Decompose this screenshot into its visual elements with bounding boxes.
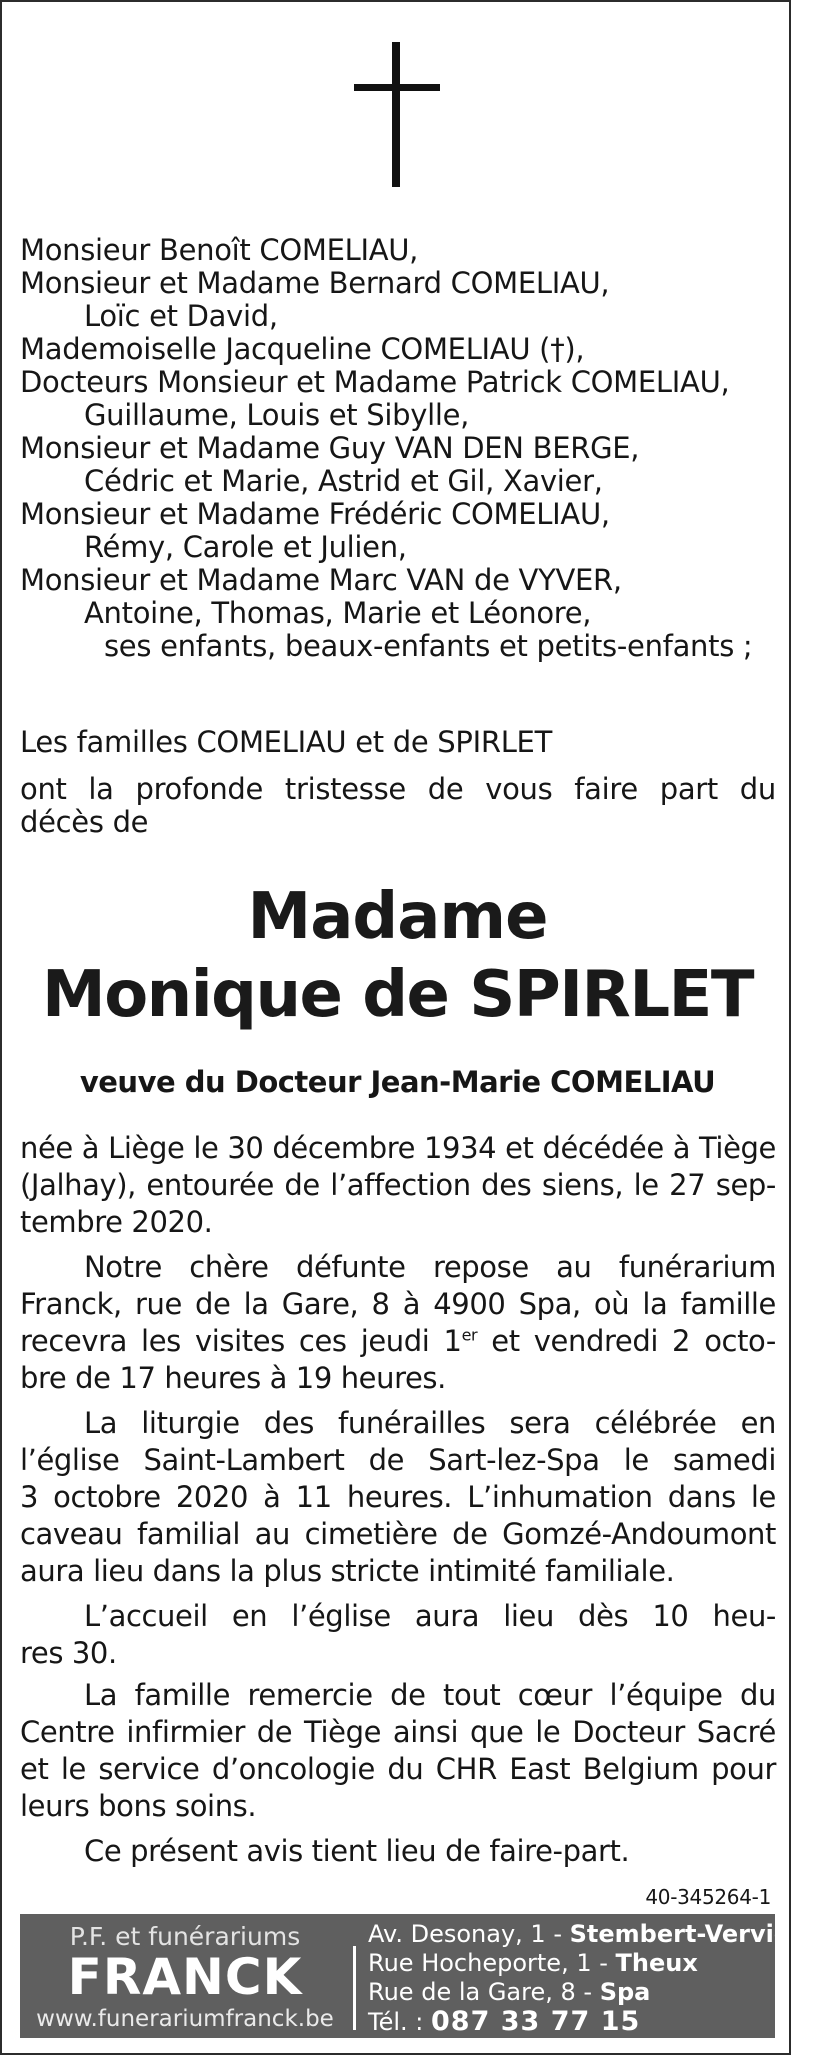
text-line: Notre chère défunte repose au funérarium — [84, 1250, 776, 1284]
address-line — [368, 1920, 816, 1949]
family-list — [20, 234, 780, 663]
text-line: Centre infirmier de Tiège ainsi que le Docteur Sacré — [20, 1715, 776, 1749]
address-text: Rue de la Gare, 8 - — [368, 1978, 600, 2006]
announce-line: décès de — [20, 805, 149, 839]
paragraph-birth — [20, 1130, 776, 1241]
divider — [353, 1946, 356, 2030]
phone-line — [368, 2007, 778, 2037]
cross-icon — [354, 42, 440, 187]
text-line: La liturgie des funérailles sera célébrée en — [84, 1406, 776, 1440]
text-line: La famille remercie de tout cœur l’équipe du — [84, 1678, 776, 1712]
paragraph-liturgy — [20, 1405, 776, 1590]
family-line: Monsieur et Madame Marc VAN de VYVER, — [20, 563, 622, 597]
family-line: Docteurs Monsieur et Madame Patrick COMELIAU, — [20, 365, 730, 399]
funeral-home-brand — [20, 1914, 350, 2038]
text-line — [20, 1323, 776, 1360]
family-line: Monsieur Benoît COMELIAU, — [20, 233, 419, 267]
family-line: Mademoiselle Jacqueline COMELIAU (†), — [20, 332, 585, 366]
text-line: aura lieu dans la plus stricte intimité familiale. — [20, 1554, 675, 1588]
text-line: caveau familial au cimetière de Gomzé-Andoumont — [20, 1517, 776, 1551]
funeral-home-banner — [20, 1914, 816, 2038]
text-line: bre de 17 heures à 19 heures. — [20, 1361, 446, 1395]
families-line: Les familles COMELIAU et de SPIRLET — [20, 725, 552, 759]
announce-line: ont la profonde tristesse de vous faire part du — [20, 772, 776, 806]
website-link[interactable]: www.funerariumfranck.be — [36, 2006, 334, 2032]
text-line: leurs bons soins. — [20, 1789, 257, 1823]
widow-of: veuve du Docteur Jean-Marie COMELIAU — [79, 1065, 716, 1099]
city: Theux — [615, 1949, 698, 1977]
text-line: Ce présent avis tient lieu de faire-part. — [84, 1834, 630, 1868]
deceased-name: Monique de SPIRLET — [42, 958, 753, 1032]
text-line: née à Liège le 30 décembre 1934 et décédée à Tiège — [20, 1131, 776, 1165]
family-line: Guillaume, Louis et Sibylle, — [84, 398, 470, 432]
paragraph-visits — [20, 1249, 776, 1397]
family-line: Monsieur et Madame Bernard COMELIAU, — [20, 266, 610, 300]
addresses — [368, 1920, 816, 2037]
text-line: tembre 2020. — [20, 1205, 213, 1239]
paragraph-closing — [20, 1833, 776, 1870]
paragraph-thanks — [20, 1677, 776, 1825]
city: Stembert-Verviers — [569, 1920, 816, 1948]
family-line: Cédric et Marie, Astrid et Gil, Xavier, — [84, 464, 603, 498]
brand-tagline: P.F. et funérariums — [69, 1922, 301, 1951]
address-line — [368, 1978, 778, 2007]
text-line: L’accueil en l’église aura lieu dès 10 heu- — [84, 1599, 776, 1633]
family-line: Rémy, Carole et Julien, — [84, 530, 407, 564]
family-line: Monsieur et Madame Frédéric COMELIAU, — [20, 497, 610, 531]
brand-name: FRANCK — [67, 1948, 303, 2006]
address-text: Rue Hocheporte, 1 - — [368, 1949, 616, 1977]
superscript: er — [461, 1325, 478, 1345]
city: Spa — [599, 1978, 651, 2006]
text-line: l’église Saint-Lambert de Sart-lez-Spa le samedi — [20, 1443, 776, 1477]
text-line: Franck, rue de la Gare, 8 à 4900 Spa, où la famille — [20, 1287, 776, 1321]
deceased-title: Madame — [247, 880, 548, 954]
address-line — [368, 1949, 778, 1978]
paragraph-welcome — [20, 1598, 776, 1672]
address-text: Av. Desonay, 1 - — [368, 1920, 570, 1948]
text-line: (Jalhay), entourée de l’affection des siens, le 27 sep- — [20, 1168, 776, 1202]
family-line: Monsieur et Madame Guy VAN DEN BERGE, — [20, 431, 640, 465]
family-line: Antoine, Thomas, Marie et Léonore, — [84, 596, 592, 630]
phone-number[interactable]: 087 33 77 15 — [431, 2006, 641, 2037]
reference-number: 40-345264-1 — [645, 1885, 771, 1909]
text-line: et le service d’oncologie du CHR East Belgium pour — [20, 1752, 776, 1786]
phone-label: Tél. : — [368, 2008, 431, 2036]
family-line: Loïc et David, — [84, 299, 278, 333]
text-part: et vendredi 2 octo- — [477, 1324, 776, 1358]
family-line: ses enfants, beaux-enfants et petits-enfants ; — [104, 629, 753, 663]
text-line: res 30. — [20, 1636, 117, 1670]
text-line: 3 octobre 2020 à 11 heures. L’inhumation dans le — [20, 1480, 776, 1514]
text-part: recevra les visites ces jeudi 1 — [20, 1324, 462, 1358]
